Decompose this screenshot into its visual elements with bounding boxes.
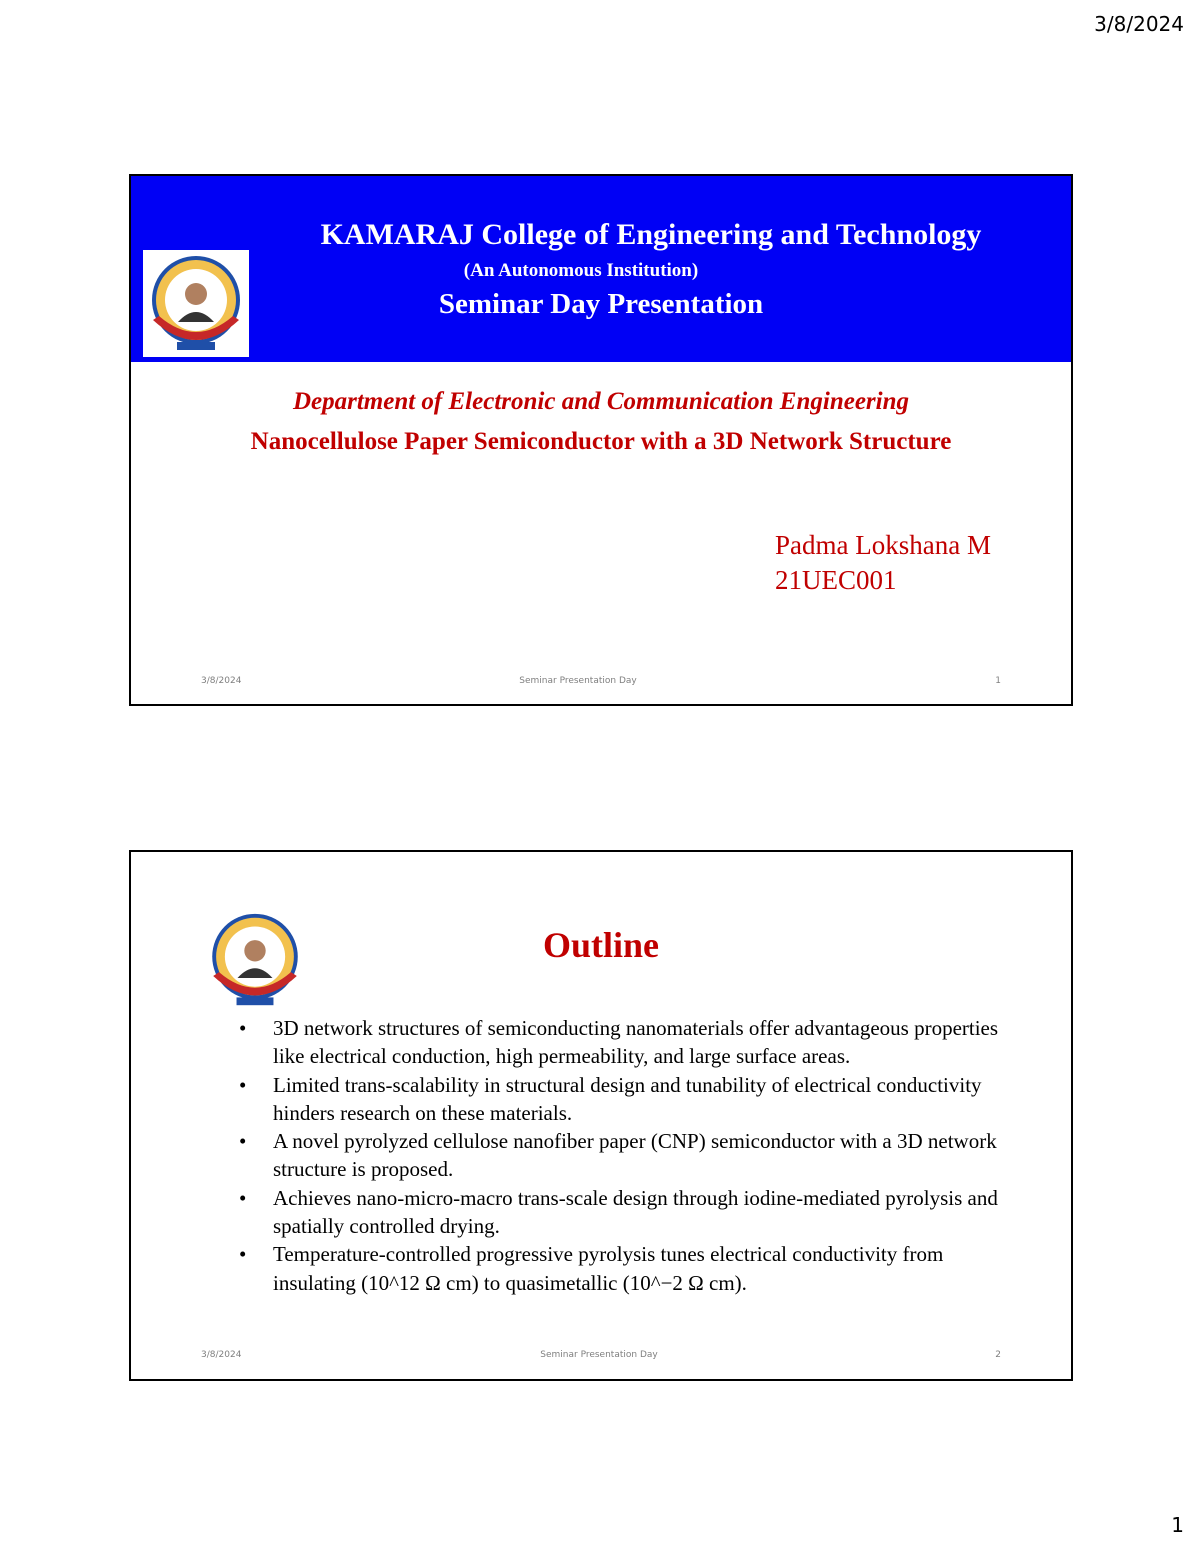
page-header-date: 3/8/2024: [1094, 12, 1184, 36]
department-name: Department of Electronic and Communication Engineering: [292, 388, 910, 415]
college-logo: [143, 250, 249, 357]
autonomous-label: (An Autonomous Institution): [463, 260, 699, 281]
list-item: [231, 1071, 1021, 1128]
college-name: KAMARAJ College of Engineering and Technology: [320, 218, 982, 251]
bullet-text: Achieves nano-micro-macro trans-scale design through iodine-mediated pyrolysis and spatially controlled drying.: [273, 1185, 998, 1239]
slide-footer-title: Seminar Presentation Day: [519, 676, 637, 686]
slide-footer-title: Seminar Presentation Day: [540, 1350, 658, 1360]
list-item: [231, 1014, 1021, 1071]
bullet-text: Temperature-controlled progressive pyrolysis tunes electrical conductivity from insulating (10^12 Ω cm) to quasimetallic (10^−2 Ω cm).: [273, 1242, 944, 1295]
list-item: [231, 1127, 1021, 1184]
slide-footer-number: 1: [995, 676, 1001, 686]
slide-footer-date: 3/8/2024: [201, 676, 242, 686]
author-name: Padma Lokshana M: [775, 530, 991, 560]
slide-2: [129, 850, 1073, 1381]
author-id: 21UEC001: [775, 565, 897, 595]
bullet-icon: •: [239, 1129, 247, 1154]
bullet-text: Limited trans-scalability in structural design and tunability of electrical conductivity hinders research on these materials.: [273, 1072, 982, 1125]
slide-1: [129, 174, 1073, 706]
outline-list: [231, 1014, 1021, 1297]
author-block: [775, 528, 991, 598]
title-banner: [131, 176, 1071, 362]
outline-title: Outline: [542, 925, 659, 965]
bullet-icon: •: [239, 1242, 247, 1267]
slide-footer-date: 3/8/2024: [201, 1350, 242, 1360]
bullet-icon: •: [239, 1185, 247, 1210]
college-emblem-icon: [143, 250, 249, 357]
presentation-topic: Nanocellulose Paper Semiconductor with a 3D Network Structure: [250, 428, 952, 455]
page-number: 1: [1171, 1513, 1184, 1537]
list-item: [231, 1184, 1021, 1241]
seminar-title: Seminar Day Presentation: [438, 288, 764, 320]
slide-footer-number: 2: [995, 1350, 1001, 1360]
bullet-text: 3D network structures of semiconducting nanomaterials offer advantageous properties like electrical conduction, high permeability, and large surface areas.: [273, 1016, 999, 1069]
bullet-text: A novel pyrolyzed cellulose nanofiber paper (CNP) semiconductor with a 3D network structure is proposed.: [273, 1129, 997, 1182]
list-item: [231, 1240, 1021, 1297]
bullet-icon: •: [239, 1016, 247, 1040]
bullet-icon: •: [239, 1072, 247, 1097]
